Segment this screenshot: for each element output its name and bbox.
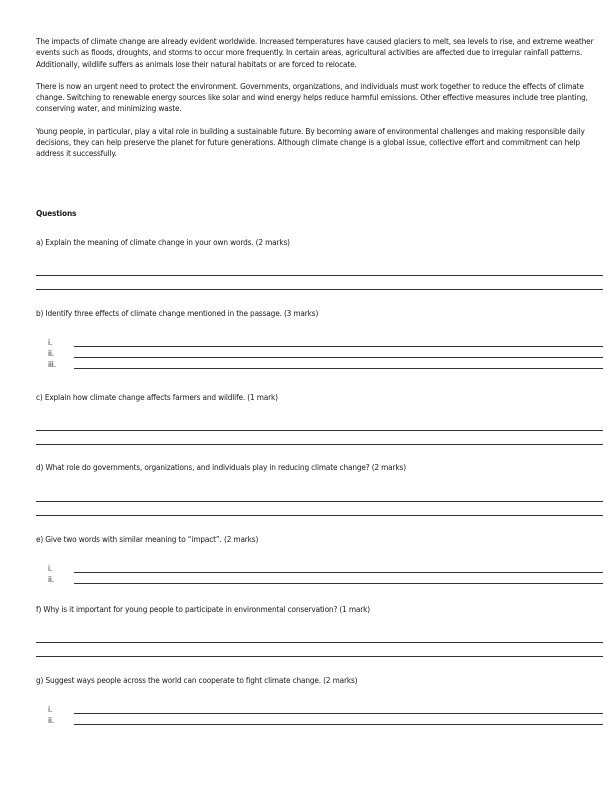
- answer-line[interactable]: [74, 724, 603, 725]
- passage-paragraph-2: There is now an urgent need to protect the environment. Governments, organizations, and individuals must work together to reduce the effects of climate change. Switching to renewable energy sources like solar and wind energy helps reduce harmful emissions. Other effective measures include tree planting, conserving water, and minimizing waste.: [36, 80, 588, 114]
- answer-line[interactable]: [36, 444, 603, 445]
- answer-line[interactable]: [74, 346, 603, 347]
- question-b: b) Identify three effects of climate change mentioned in the passage. (3 marks): [36, 308, 319, 318]
- roman-numeral: i.: [48, 563, 53, 573]
- answer-line[interactable]: [74, 583, 603, 584]
- worksheet-page: [36, 36, 603, 171]
- answer-line[interactable]: [74, 368, 603, 369]
- answer-line[interactable]: [36, 430, 603, 431]
- roman-numeral: i.: [48, 704, 53, 714]
- question-e: e) Give two words with similar meaning to “impact”. (2 marks): [36, 534, 259, 544]
- question-c: c) Explain how climate change affects farmers and wildlife. (1 mark): [36, 392, 278, 402]
- answer-row-ii[interactable]: [36, 715, 603, 726]
- answer-row-i[interactable]: [36, 704, 603, 715]
- answer-row-i[interactable]: [36, 337, 603, 348]
- answer-line[interactable]: [36, 275, 603, 276]
- passage-paragraph-3: Young people, in particular, play a vital role in building a sustainable future. By becoming aware of environmental challenges and making responsible daily decisions, they can help preserve the planet for future generations. Although climate change is a global issue, collective effort and commitment can help address it successfully.: [36, 125, 585, 159]
- roman-numeral: ii.: [48, 715, 54, 725]
- answer-line[interactable]: [74, 357, 603, 358]
- question-a: a) Explain the meaning of climate change in your own words. (2 marks): [36, 237, 290, 247]
- answer-row-ii[interactable]: [36, 574, 603, 585]
- question-f: f) Why is it important for young people to participate in environmental conservation? (1 mark): [36, 604, 370, 614]
- roman-numeral: iii.: [48, 359, 56, 369]
- questions-heading: Questions: [36, 208, 77, 218]
- answer-row-i[interactable]: [36, 563, 603, 574]
- answer-line[interactable]: [36, 515, 603, 516]
- question-d: d) What role do governments, organizations, and individuals play in reducing climate change? (2 marks): [36, 462, 406, 472]
- answer-line[interactable]: [36, 501, 603, 502]
- roman-numeral: i.: [48, 337, 53, 347]
- answer-line[interactable]: [74, 572, 603, 573]
- answer-line[interactable]: [36, 289, 603, 290]
- roman-numeral: ii.: [48, 574, 54, 584]
- roman-numeral: ii.: [48, 348, 54, 358]
- answer-row-ii[interactable]: [36, 348, 603, 359]
- answer-line[interactable]: [74, 713, 603, 714]
- answer-row-iii[interactable]: [36, 359, 603, 370]
- answer-line[interactable]: [36, 656, 603, 657]
- question-g: g) Suggest ways people across the world can cooperate to fight climate change. (2 marks): [36, 675, 358, 685]
- answer-line[interactable]: [36, 642, 603, 643]
- passage-paragraph-1: The impacts of climate change are already evident worldwide. Increased temperatures have caused glaciers to melt, sea levels to rise, and extreme weather events such as floods, droughts, and storms to occur more frequently. In certain areas, agricultural activities are affected due to irregular rainfall patterns. Additionally, wildlife suffers as animals lose their natural habitats or are forced to relocate.: [36, 36, 594, 69]
